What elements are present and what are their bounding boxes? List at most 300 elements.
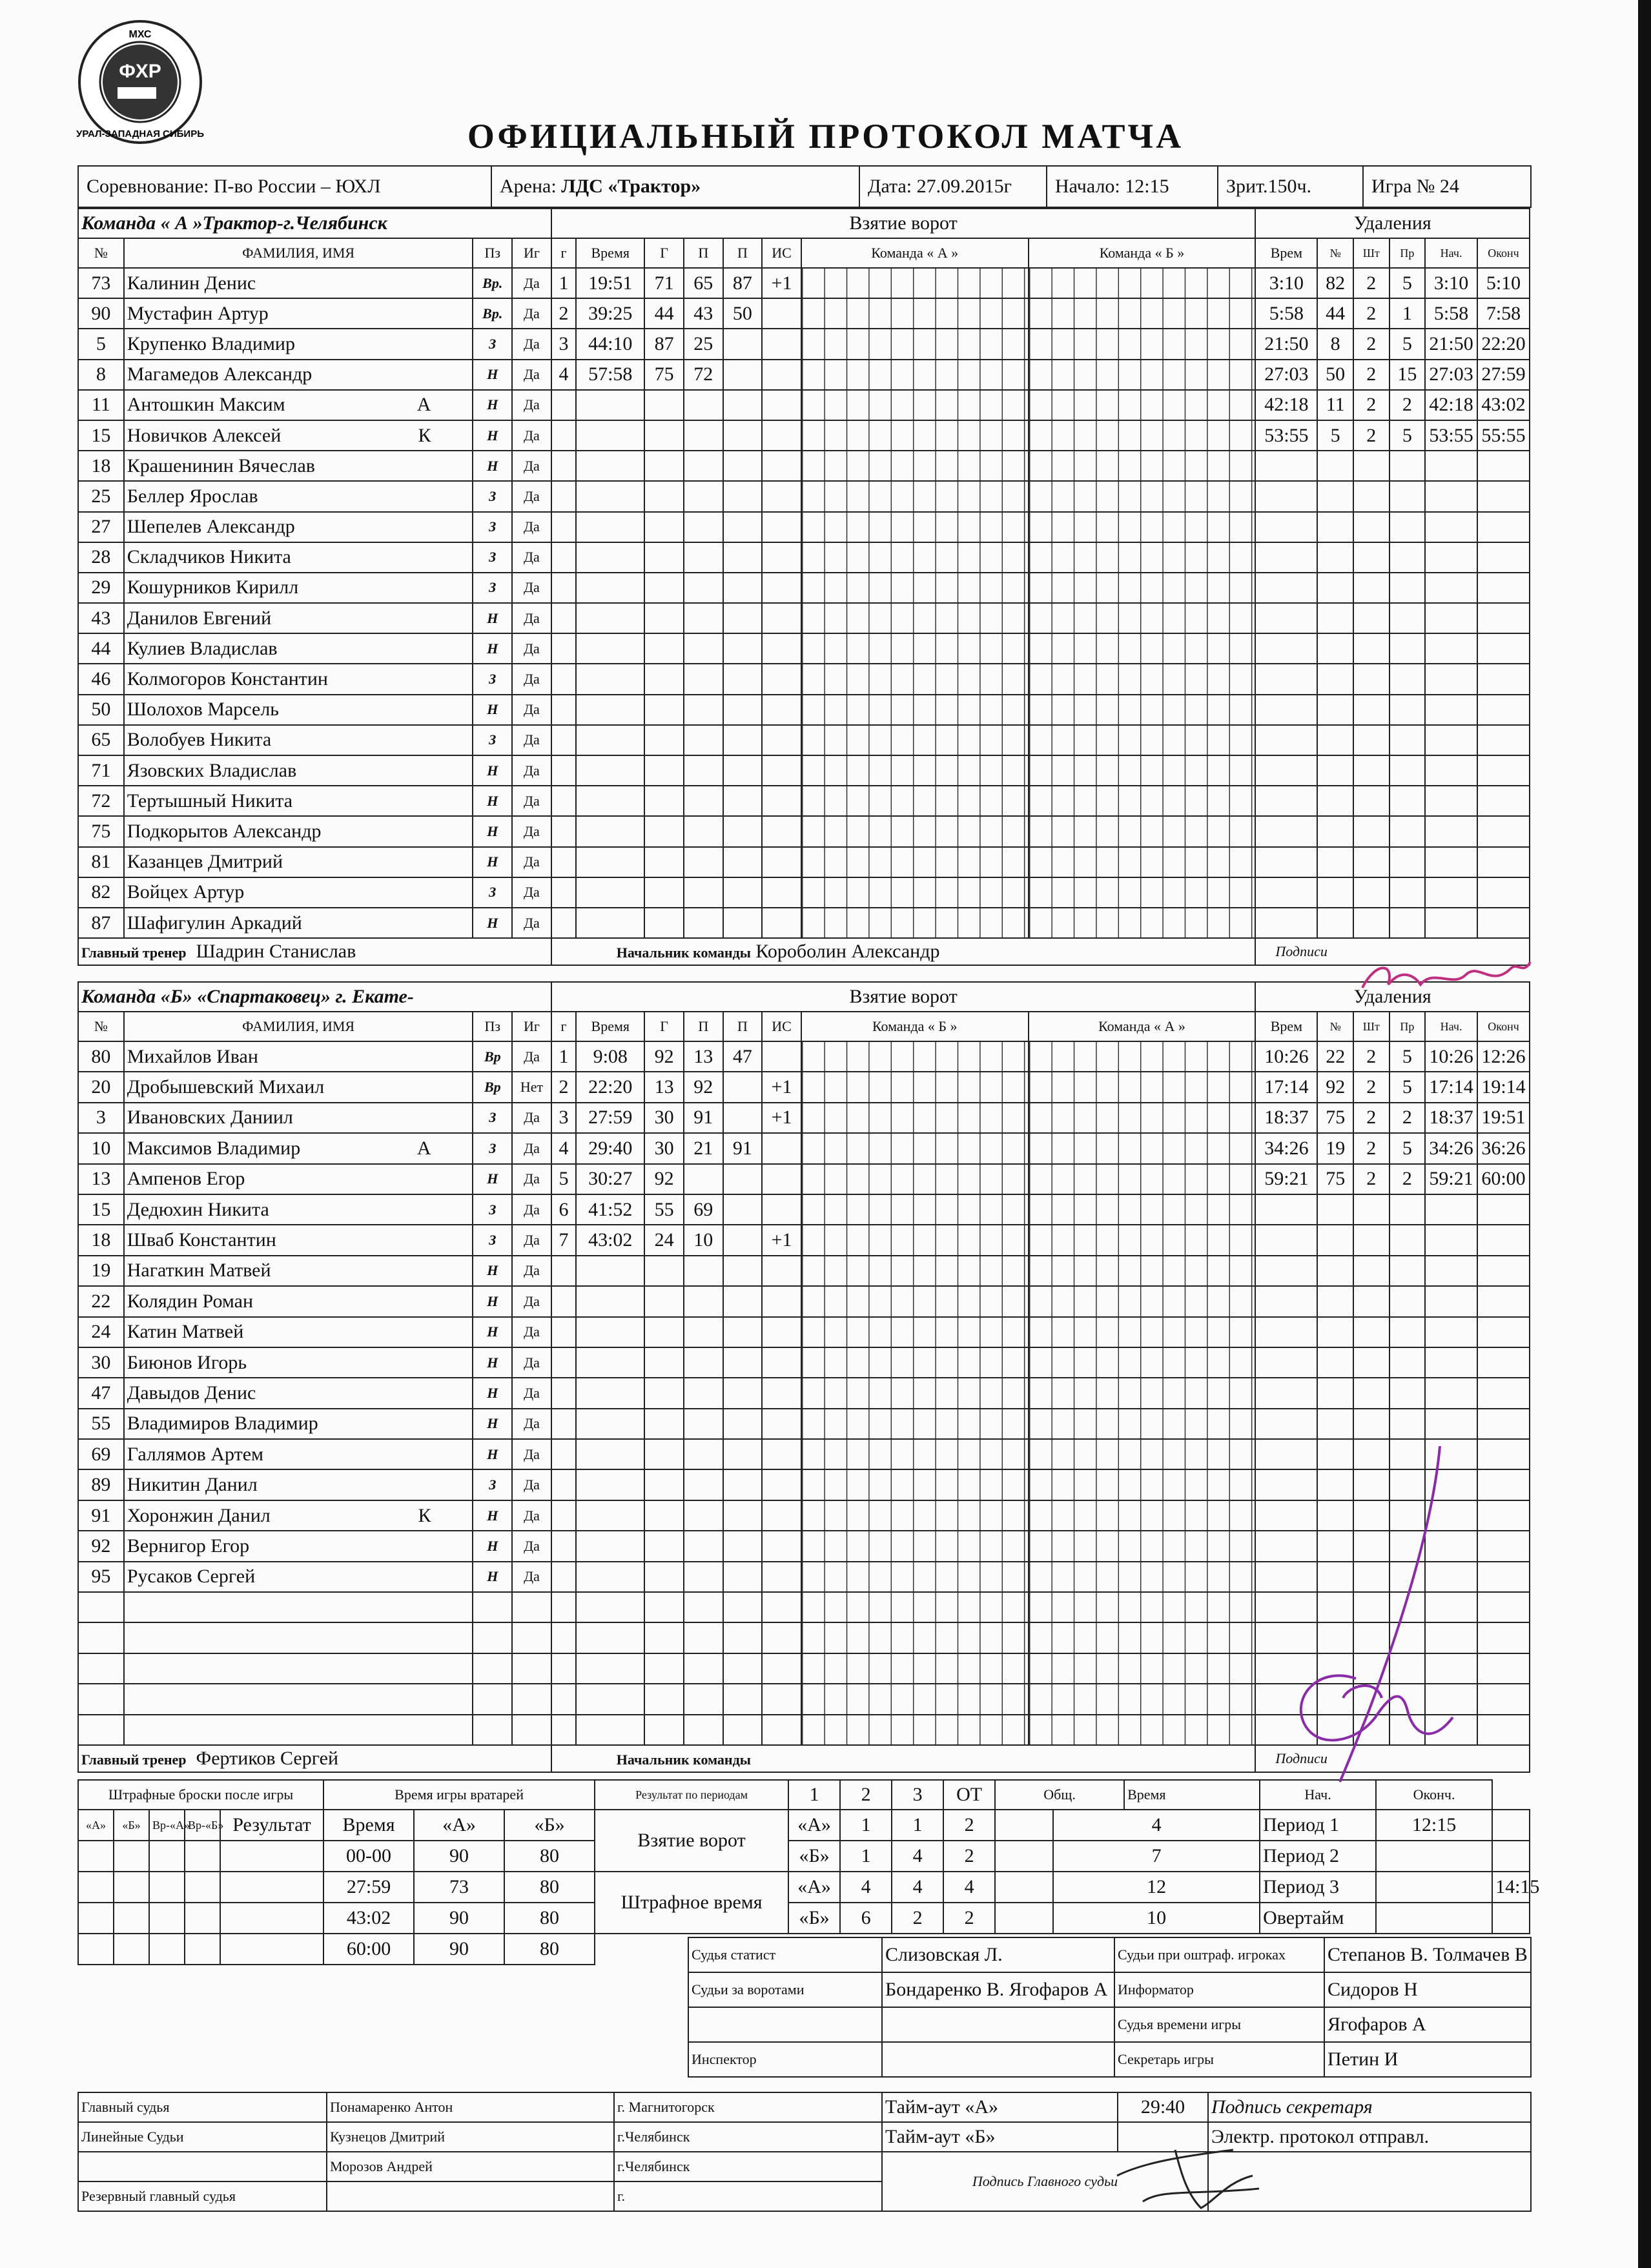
- hdr-pen-sht: Шт: [1353, 1012, 1390, 1041]
- player-number: 72: [78, 786, 124, 816]
- goal-index: [551, 633, 576, 664]
- pen-reason: [1390, 512, 1426, 542]
- player-played: Да: [512, 786, 551, 816]
- player-played: Да: [512, 1531, 551, 1561]
- player-played: Да: [512, 877, 551, 908]
- goal-situation: [762, 1715, 801, 1745]
- pen-end: 7:58: [1477, 298, 1530, 329]
- goal-index: [551, 755, 576, 786]
- start-time: Начало: 12:15: [1047, 166, 1218, 207]
- goal-assist1: [684, 1653, 723, 1684]
- player-name: Складчиков Никита: [124, 542, 473, 573]
- goal-grid-1: [801, 664, 1029, 694]
- player-played: Да: [512, 1133, 551, 1163]
- spectators: Зрит.150ч.: [1218, 166, 1363, 207]
- official-cell: Ягофаров А: [1324, 2007, 1531, 2042]
- player-played: Да: [512, 390, 551, 420]
- player-played: Да: [512, 542, 551, 573]
- goal-situation: [762, 1653, 801, 1684]
- time-col: Время: [1124, 1780, 1260, 1810]
- goal-scorer: [644, 847, 684, 877]
- pen-player: [1317, 603, 1353, 633]
- goal-time: [576, 573, 644, 603]
- player-played: Да: [512, 1164, 551, 1194]
- player-name: Никитин Данил: [124, 1469, 473, 1500]
- pen-end: [1477, 542, 1530, 573]
- pen-minutes: 2: [1353, 329, 1390, 359]
- pen-minutes: [1353, 755, 1390, 786]
- pen-player: [1317, 633, 1353, 664]
- player-name: Колядин Роман: [124, 1286, 473, 1316]
- pen-time: [1255, 1256, 1317, 1286]
- player-number: 55: [78, 1409, 124, 1439]
- teamA-player-row: [78, 908, 1530, 938]
- goal-situation: [762, 1256, 801, 1286]
- goal-assist2: [723, 908, 763, 938]
- goal-time: 30:27: [576, 1164, 644, 1194]
- goals-label: Взятие ворот: [595, 1810, 788, 1872]
- goal-assist2: [723, 1653, 763, 1684]
- player-played: Да: [512, 908, 551, 938]
- teamA-player-row: [78, 695, 1530, 725]
- pen-reason: [1390, 816, 1426, 846]
- hdr-pos: Пз: [473, 1012, 512, 1041]
- pen-end: 60:00: [1477, 1164, 1530, 1194]
- pen-reason: [1390, 1347, 1426, 1378]
- pen-time: 5:58: [1255, 298, 1317, 329]
- pen-player: [1317, 1286, 1353, 1316]
- teamB-player-row: [78, 1317, 1530, 1347]
- goal-assist1: [684, 512, 723, 542]
- pen-start: 21:50: [1425, 329, 1477, 359]
- pen-start: [1425, 1194, 1477, 1225]
- pen-end: [1477, 633, 1530, 664]
- pen-time: [1255, 633, 1317, 664]
- pen-player: [1317, 695, 1353, 725]
- goal-grid-1: [801, 1715, 1029, 1745]
- pen-player: 22: [1317, 1041, 1353, 1072]
- goal-time: [576, 664, 644, 694]
- svg-text:ФХР: ФХР: [119, 61, 161, 82]
- goal-time: [576, 1409, 644, 1439]
- teamA-player-row: [78, 633, 1530, 664]
- pen-player: [1317, 725, 1353, 755]
- pen-start: 59:21: [1425, 1164, 1477, 1194]
- svg-text:УРАЛ-ЗАПАДНАЯ СИБИРЬ: УРАЛ-ЗАПАДНАЯ СИБИРЬ: [76, 128, 205, 139]
- goal-grid-2: [1029, 1622, 1256, 1653]
- pen-time: [1255, 1347, 1317, 1378]
- player-played: [512, 1592, 551, 1622]
- pen-player: [1317, 877, 1353, 908]
- goal-grid-1: [801, 481, 1029, 511]
- periods-title: Результат по периодам: [595, 1780, 788, 1810]
- goal-grid-2: [1029, 1562, 1256, 1592]
- hdr-name: ФАМИЛИЯ, ИМЯ: [124, 238, 473, 268]
- goal-time: [576, 512, 644, 542]
- goal-time: [576, 695, 644, 725]
- pen-start: [1425, 1378, 1477, 1408]
- goal-grid-2: [1029, 1164, 1256, 1194]
- goal-situation: [762, 603, 801, 633]
- player-position: З: [473, 542, 512, 573]
- player-name: Беллер Ярослав: [124, 481, 473, 511]
- pen-minutes: 2: [1353, 268, 1390, 298]
- goal-situation: [762, 542, 801, 573]
- pen-end: [1477, 1439, 1530, 1469]
- pen-start: [1425, 512, 1477, 542]
- match-date: Дата: 27.09.2015г: [859, 166, 1047, 207]
- pen-end: 36:26: [1477, 1133, 1530, 1163]
- player-name: Мустафин Артур: [124, 298, 473, 329]
- pen-start: 10:26: [1425, 1041, 1477, 1072]
- goal-index: [551, 1562, 576, 1592]
- goal-situation: +1: [762, 268, 801, 298]
- goal-time: [576, 847, 644, 877]
- player-position: Н: [473, 1317, 512, 1347]
- player-name: Биюнов Игорь: [124, 1347, 473, 1378]
- goal-grid-1: [801, 755, 1029, 786]
- pen-start: [1425, 725, 1477, 755]
- goal-situation: [762, 1622, 801, 1653]
- goal-assist2: [723, 1072, 763, 1102]
- goal-grid-1: [801, 1103, 1029, 1133]
- goal-grid-2: [1029, 1194, 1256, 1225]
- teamA-player-row: [78, 268, 1530, 298]
- pen-reason: [1390, 1225, 1426, 1255]
- goal-time: [576, 420, 644, 451]
- goal-grid-1: [801, 451, 1029, 481]
- period-value: 2: [892, 1903, 943, 1934]
- pen-end: 22:20: [1477, 329, 1530, 359]
- teamB-player-row: [78, 1041, 1530, 1072]
- player-name: Ивановских Даниил: [124, 1103, 473, 1133]
- pen-minutes: [1353, 512, 1390, 542]
- pen-player: [1317, 1409, 1353, 1439]
- pen-reason: [1390, 633, 1426, 664]
- player-number: 82: [78, 877, 124, 908]
- goal-scorer: 92: [644, 1041, 684, 1072]
- penalty-time-label: Штрафное время: [595, 1872, 788, 1934]
- goal-scorer: [644, 1409, 684, 1439]
- goal-scorer: 30: [644, 1133, 684, 1163]
- goal-scorer: [644, 1256, 684, 1286]
- goal-grid-1: [801, 1164, 1029, 1194]
- pen-reason: [1390, 877, 1426, 908]
- goal-index: 1: [551, 1041, 576, 1072]
- goal-time: [576, 1378, 644, 1408]
- goal-situation: [762, 1317, 801, 1347]
- player-number: 3: [78, 1103, 124, 1133]
- goalie-value: 80: [504, 1934, 595, 1965]
- player-played: Да: [512, 512, 551, 542]
- pen-time: 53:55: [1255, 420, 1317, 451]
- player-position: Н: [473, 1500, 512, 1531]
- goal-index: [551, 786, 576, 816]
- goal-grid-1: [801, 420, 1029, 451]
- period-value: 1: [892, 1810, 943, 1841]
- pen-reason: [1390, 664, 1426, 694]
- shootout-col: Вр-«Б»: [185, 1810, 220, 1841]
- time-col: Оконч.: [1376, 1780, 1492, 1810]
- goal-grid-2: [1029, 329, 1256, 359]
- svg-text:МХС: МХС: [128, 29, 152, 40]
- goal-grid-2: [1029, 1653, 1256, 1684]
- pen-start: [1425, 633, 1477, 664]
- official-cell: Секретарь игры: [1114, 2042, 1324, 2077]
- goal-assist1: [684, 1531, 723, 1561]
- player-position: Н: [473, 816, 512, 846]
- teamB-player-row: [78, 1072, 1530, 1102]
- goal-time: [576, 390, 644, 420]
- pen-minutes: 2: [1353, 1041, 1390, 1072]
- teamB-signatures: Подписи: [1255, 1745, 1530, 1772]
- goal-index: [551, 1592, 576, 1622]
- player-played: Да: [512, 420, 551, 451]
- pen-player: 8: [1317, 329, 1353, 359]
- goal-index: [551, 1469, 576, 1500]
- goal-situation: [762, 329, 801, 359]
- goal-assist1: [684, 1439, 723, 1469]
- pen-reason: 2: [1390, 1164, 1426, 1194]
- goal-time: [576, 786, 644, 816]
- pen-start: [1425, 816, 1477, 846]
- pen-player: [1317, 786, 1353, 816]
- teamA-goals-header: Взятие ворот: [551, 209, 1256, 238]
- hdr-team-col2: Команда « А »: [1029, 1012, 1256, 1041]
- pen-player: [1317, 1225, 1353, 1255]
- goal-assist2: [723, 573, 763, 603]
- pen-reason: 1: [1390, 298, 1426, 329]
- period-value: 1: [840, 1810, 892, 1841]
- teamB-penalties-header: Удаления: [1255, 982, 1530, 1012]
- pen-end: [1477, 695, 1530, 725]
- teamB-player-row: [78, 1409, 1530, 1439]
- pen-time: 10:26: [1255, 1041, 1317, 1072]
- pen-start: 53:55: [1425, 420, 1477, 451]
- pen-player: 50: [1317, 360, 1353, 390]
- pen-start: [1425, 664, 1477, 694]
- pen-minutes: [1353, 847, 1390, 877]
- goal-situation: [762, 1469, 801, 1500]
- hdr-pen-num: №: [1317, 238, 1353, 268]
- teamA-player-row: [78, 603, 1530, 633]
- pen-end: [1477, 1256, 1530, 1286]
- pen-time: [1255, 1378, 1317, 1408]
- goalie-value: 43:02: [323, 1903, 414, 1934]
- pen-minutes: 2: [1353, 298, 1390, 329]
- pen-time: 34:26: [1255, 1133, 1317, 1163]
- goal-assist2: 47: [723, 1041, 763, 1072]
- goal-scorer: [644, 786, 684, 816]
- pen-minutes: [1353, 451, 1390, 481]
- pen-time: [1255, 877, 1317, 908]
- goal-grid-2: [1029, 1225, 1256, 1255]
- pen-player: 5: [1317, 420, 1353, 451]
- teamB-manager: Начальник команды: [551, 1745, 1256, 1772]
- pen-reason: 15: [1390, 360, 1426, 390]
- pen-start: 5:58: [1425, 298, 1477, 329]
- player-name: Шафигулин Аркадий: [124, 908, 473, 938]
- player-position: Н: [473, 1562, 512, 1592]
- player-played: Да: [512, 816, 551, 846]
- goal-index: [551, 1439, 576, 1469]
- teamA-player-row: [78, 451, 1530, 481]
- goal-assist1: 65: [684, 268, 723, 298]
- time-col: Нач.: [1260, 1780, 1376, 1810]
- player-position: З: [473, 1225, 512, 1255]
- player-position: З: [473, 1469, 512, 1500]
- goal-assist2: [723, 1103, 763, 1133]
- goal-scorer: [644, 1531, 684, 1561]
- goal-situation: [762, 664, 801, 694]
- referee-cell: Морозов Андрей: [327, 2152, 614, 2181]
- hdr-pen-start: Нач.: [1425, 1012, 1477, 1041]
- arena: Арена: ЛДС «Трактор»: [491, 166, 859, 207]
- pen-reason: [1390, 847, 1426, 877]
- goal-grid-2: [1029, 1317, 1256, 1347]
- period-value: 4: [840, 1872, 892, 1903]
- hdr-goal: Г: [644, 238, 684, 268]
- goal-grid-1: [801, 725, 1029, 755]
- teamA-player-row: [78, 481, 1530, 511]
- goal-index: [551, 725, 576, 755]
- goal-grid-2: [1029, 1072, 1256, 1102]
- official-cell: Степанов В. Толмачев В: [1324, 1937, 1531, 1972]
- period-start: 12:15: [1376, 1810, 1492, 1841]
- period-value: «Б»: [788, 1841, 840, 1872]
- player-number: 95: [78, 1562, 124, 1592]
- goal-situation: [762, 1592, 801, 1622]
- period-label: Период 1: [1260, 1810, 1376, 1841]
- referee-cell: г. Магнитогорск: [614, 2092, 882, 2122]
- pen-end: [1477, 1378, 1530, 1408]
- goal-assist1: 91: [684, 1103, 723, 1133]
- pen-player: 92: [1317, 1072, 1353, 1102]
- goal-assist1: [684, 1622, 723, 1653]
- player-number: [78, 1592, 124, 1622]
- official-cell: Судья времени игры: [1114, 2007, 1324, 2042]
- player-name: Магамедов Александр: [124, 360, 473, 390]
- pen-minutes: [1353, 877, 1390, 908]
- pen-reason: 2: [1390, 390, 1426, 420]
- teamA-player-row: [78, 329, 1530, 359]
- player-position: Н: [473, 1531, 512, 1561]
- pen-start: [1425, 847, 1477, 877]
- pen-minutes: [1353, 1317, 1390, 1347]
- goal-situation: [762, 1531, 801, 1561]
- player-name: Калинин Денис: [124, 268, 473, 298]
- goal-assist2: [723, 1439, 763, 1469]
- goal-grid-1: [801, 512, 1029, 542]
- goalie-col: «А»: [414, 1810, 504, 1841]
- player-name: Крашенинин Вячеслав: [124, 451, 473, 481]
- player-played: Да: [512, 1409, 551, 1439]
- pen-end: [1477, 451, 1530, 481]
- teamB-player-row: [78, 1225, 1530, 1255]
- pen-time: 21:50: [1255, 329, 1317, 359]
- teamA-player-row: [78, 786, 1530, 816]
- goal-index: [551, 695, 576, 725]
- pen-time: 3:10: [1255, 268, 1317, 298]
- right-scan-edge: [1638, 0, 1651, 2268]
- player-number: 27: [78, 512, 124, 542]
- pen-time: 27:03: [1255, 360, 1317, 390]
- signature-purple: [1278, 1440, 1472, 1788]
- official-cell: [882, 2007, 1114, 2042]
- goal-assist2: [723, 725, 763, 755]
- goal-scorer: 87: [644, 329, 684, 359]
- period-start: [1376, 1841, 1492, 1872]
- goal-index: 6: [551, 1194, 576, 1225]
- goal-scorer: [644, 603, 684, 633]
- goal-assist1: [684, 481, 723, 511]
- goal-scorer: [644, 573, 684, 603]
- goal-index: 4: [551, 1133, 576, 1163]
- player-name: Тертышный Никита: [124, 786, 473, 816]
- goal-assist2: [723, 1409, 763, 1439]
- teamB-title: Команда «Б» «Спартаковец» г. Екате-: [78, 982, 551, 1012]
- pen-end: [1477, 847, 1530, 877]
- goal-grid-2: [1029, 1439, 1256, 1469]
- goalie-value: 27:59: [323, 1872, 414, 1903]
- pen-start: [1425, 1256, 1477, 1286]
- player-name: Дробышевский Михаил: [124, 1072, 473, 1102]
- goal-situation: [762, 1347, 801, 1378]
- pen-player: [1317, 1194, 1353, 1225]
- goal-index: 4: [551, 360, 576, 390]
- player-name: Михайлов Иван: [124, 1041, 473, 1072]
- goal-assist1: 21: [684, 1133, 723, 1163]
- player-played: Да: [512, 755, 551, 786]
- referee-cell: [327, 2181, 614, 2211]
- player-number: 80: [78, 1041, 124, 1072]
- goal-assist1: [684, 664, 723, 694]
- pen-minutes: 2: [1353, 1164, 1390, 1194]
- goal-situation: [762, 512, 801, 542]
- goal-index: 3: [551, 329, 576, 359]
- pen-minutes: [1353, 542, 1390, 573]
- goal-grid-1: [801, 1194, 1029, 1225]
- teamB-player-row: [78, 1103, 1530, 1133]
- pen-time: [1255, 1225, 1317, 1255]
- hdr-assist2: П: [723, 1012, 763, 1041]
- pen-end: [1477, 1622, 1530, 1653]
- goal-time: [576, 542, 644, 573]
- chief-referee-sign: Подпись Главного судьи: [882, 2152, 1208, 2211]
- player-position: Н: [473, 451, 512, 481]
- goal-assist2: [723, 1256, 763, 1286]
- referee-cell: г.: [614, 2181, 882, 2211]
- player-number: [78, 1715, 124, 1745]
- goal-grid-2: [1029, 1133, 1256, 1163]
- period-value: 2: [943, 1810, 995, 1841]
- player-position: З: [473, 1103, 512, 1133]
- goal-assist2: [723, 1684, 763, 1714]
- player-name: Кошурников Кирилл: [124, 573, 473, 603]
- goal-time: [576, 1286, 644, 1316]
- competition: Соревнование: П-во России – ЮХЛ: [78, 166, 491, 207]
- pen-reason: [1390, 908, 1426, 938]
- goal-assist2: [723, 360, 763, 390]
- teamB-player-row: [78, 1256, 1530, 1286]
- teamA-player-row: [78, 512, 1530, 542]
- goal-time: 29:40: [576, 1133, 644, 1163]
- goal-grid-2: [1029, 542, 1256, 573]
- game-number: Игра № 24: [1363, 166, 1531, 207]
- player-position: Н: [473, 786, 512, 816]
- player-position: Н: [473, 420, 512, 451]
- goal-grid-1: [801, 1072, 1029, 1102]
